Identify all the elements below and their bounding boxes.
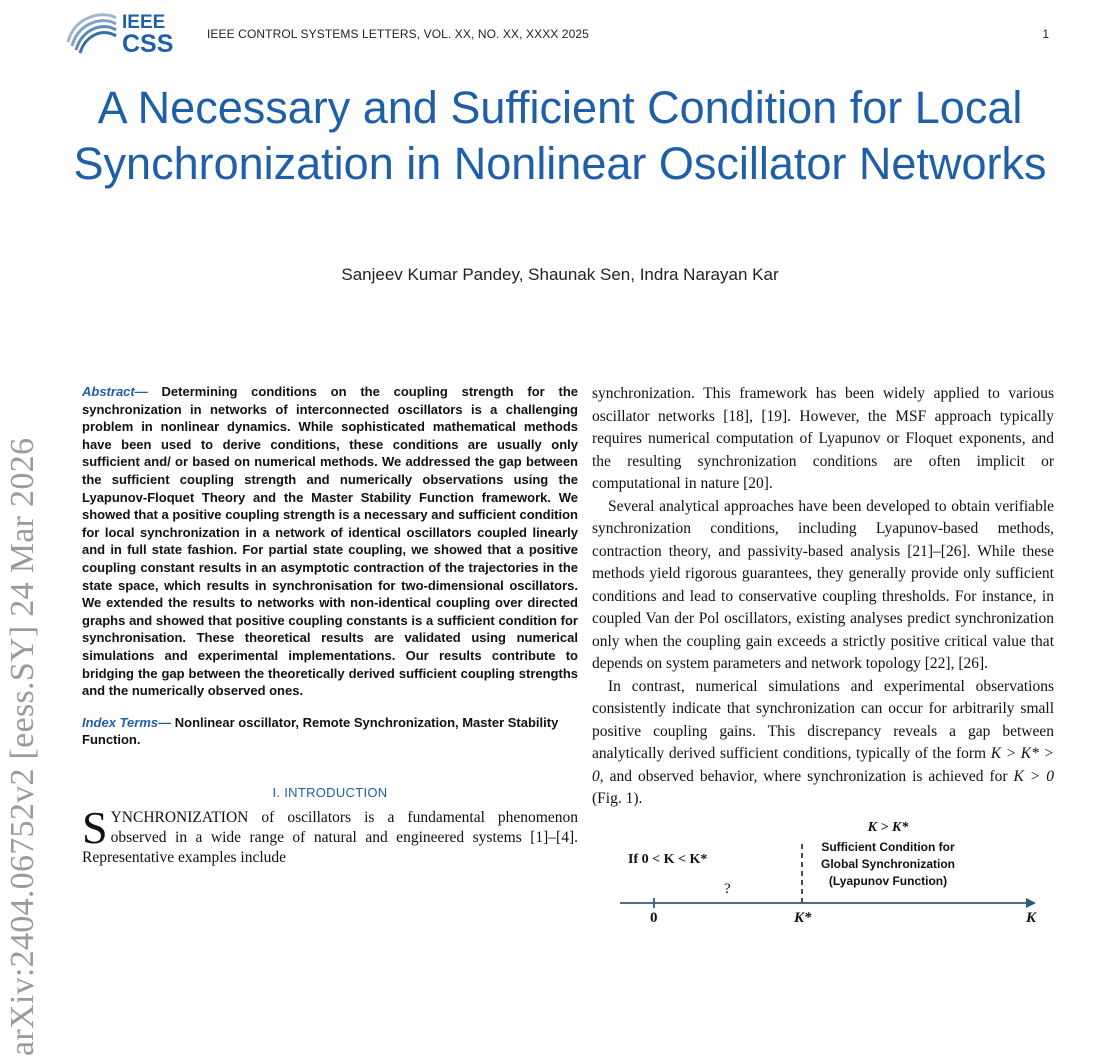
journal-running-head: IEEE CONTROL SYSTEMS LETTERS, VOL. XX, NO. XX, XXXX 2025 [207,27,589,41]
top-condition-label: K > K* [867,820,909,835]
intro-text: YNCHRONIZATION of oscillators is a fundamental phenomenon observed in a wide range of natural and engineered systems [1]–[4]. Representative examples include [82,808,578,866]
ieee-css-logo [64,6,194,56]
k-axis-label: K [1026,910,1037,926]
p3-math-1: K > K* > 0 [592,745,1054,785]
box-line-1: Sufficient Condition for [821,840,955,854]
figure-1-diagram [612,818,1052,928]
body-paragraph-2: Several analytical approaches have been developed to obtain verifiable synchronization conditions, including Lyapunov-based methods, contraction theory, and passivity-based analysis [21]–[26]. While these methods yield rigorous guarantees, they generally provide only sufficient conditions and lead to conservative coupling thresholds. For instance, in coupled Van der Pol oscillators, existing analyses predict synchronization only when the coupling gain exceeds a strictly positive critical value that depends on system parameters and network topology [22], [26]. [592,497,1054,672]
zero-tick-label: 0 [650,910,658,926]
box-line-2: Global Synchronization [820,857,956,871]
left-condition-label: If 0 < K < K* [628,852,708,867]
p3-text-b: , and observed behavior, where synchronization is achieved for [599,767,1014,785]
abstract-text: Determining conditions on the coupling strength for the synchronization in networks of interconnected oscillators is a challenging problem in nonlinear dynamics. While sophisticated mathematical methods have been used to derive conditions, these conditions are usually only sufficient and/ or based on numerical methods. We addressed the gap between the sufficient coupling strength and numerically observations using the Lyapunov-Floquet Theory and the Master Stability Function framework. We showed that a positive coupling strength is a necessary and sufficient condition for local synchronization in a network of identical oscillators coupled linearly and in full state fashion. For partial state coupling, we showed that a positive coupling constant results in an asymptotic contraction of the trajectories in the state space, which results in synchronisation for two-dimensional oscillators. We extended the results to networks with non-identical coupling over directed graphs and showed that positive coupling constants is a sufficient condition for synchronisation. These theoretical results are validated using numerical simulations and experimental implementations. Our results contribute to bridging the gap between the theoretically derived sufficient coupling strengths and the numerically observed ones. [82,384,578,699]
p3-math-2: K > 0 [1013,767,1054,785]
author-list: Sanjeev Kumar Pandey, Shaunak Sen, Indra Narayan Kar [341,265,779,284]
section-number: I. [272,784,281,800]
p3-text-c: (Fig. 1). [592,790,643,807]
unknown-region-mark: ? [724,881,731,897]
abstract-label: Abstract— [82,384,148,399]
arxiv-id: arXiv:2404.06752v2 [eess.SY] 24 Mar 2026 [4,437,41,1056]
axis-arrow-icon [1026,898,1036,908]
index-terms-label: Index Terms— [82,714,172,730]
left-column [82,383,578,868]
body-paragraph-1: synchronization. This framework has been widely applied to various oscillator networks [18], [19]. However, the MSF approach typically requires numerical computation of Lyapunov or Floquet exponents, and the resulting synchronization conditions are often implicit or computational in nature [20]. [592,385,1054,492]
logo-bottom-text: CSS [122,30,174,56]
drop-cap: S [82,801,108,853]
p3-text-a: In contrast, numerical simulations and experimental observations consistently indicate that synchronization can occur for arbitrarily small positive coupling gains. This discrepancy reveals a gap between analytically derived sufficient conditions, typically of the form [592,677,1054,762]
abstract [82,383,578,700]
logo-top-text: IEEE [122,12,166,33]
body-paragraph-3 [592,676,1054,811]
index-terms-text: Nonlinear oscillator, Remote Synchronization, Master Stability Function. [82,714,559,748]
page-number: 1 [1042,27,1049,41]
right-column [592,383,1054,811]
box-line-3: (Lyapunov Function) [828,874,948,888]
intro-paragraph [82,801,578,868]
logo-swirl-icon [64,6,194,56]
section-title: INTRODUCTION [284,784,388,800]
kstar-tick-label: K* [794,910,812,926]
index-terms [82,714,578,749]
section-heading [82,785,578,800]
figure-1 [612,818,1052,928]
paper-title: A Necessary and Sufficient Condition for Local Synchronization in Nonlinear Oscillator Networks [73,82,1047,189]
